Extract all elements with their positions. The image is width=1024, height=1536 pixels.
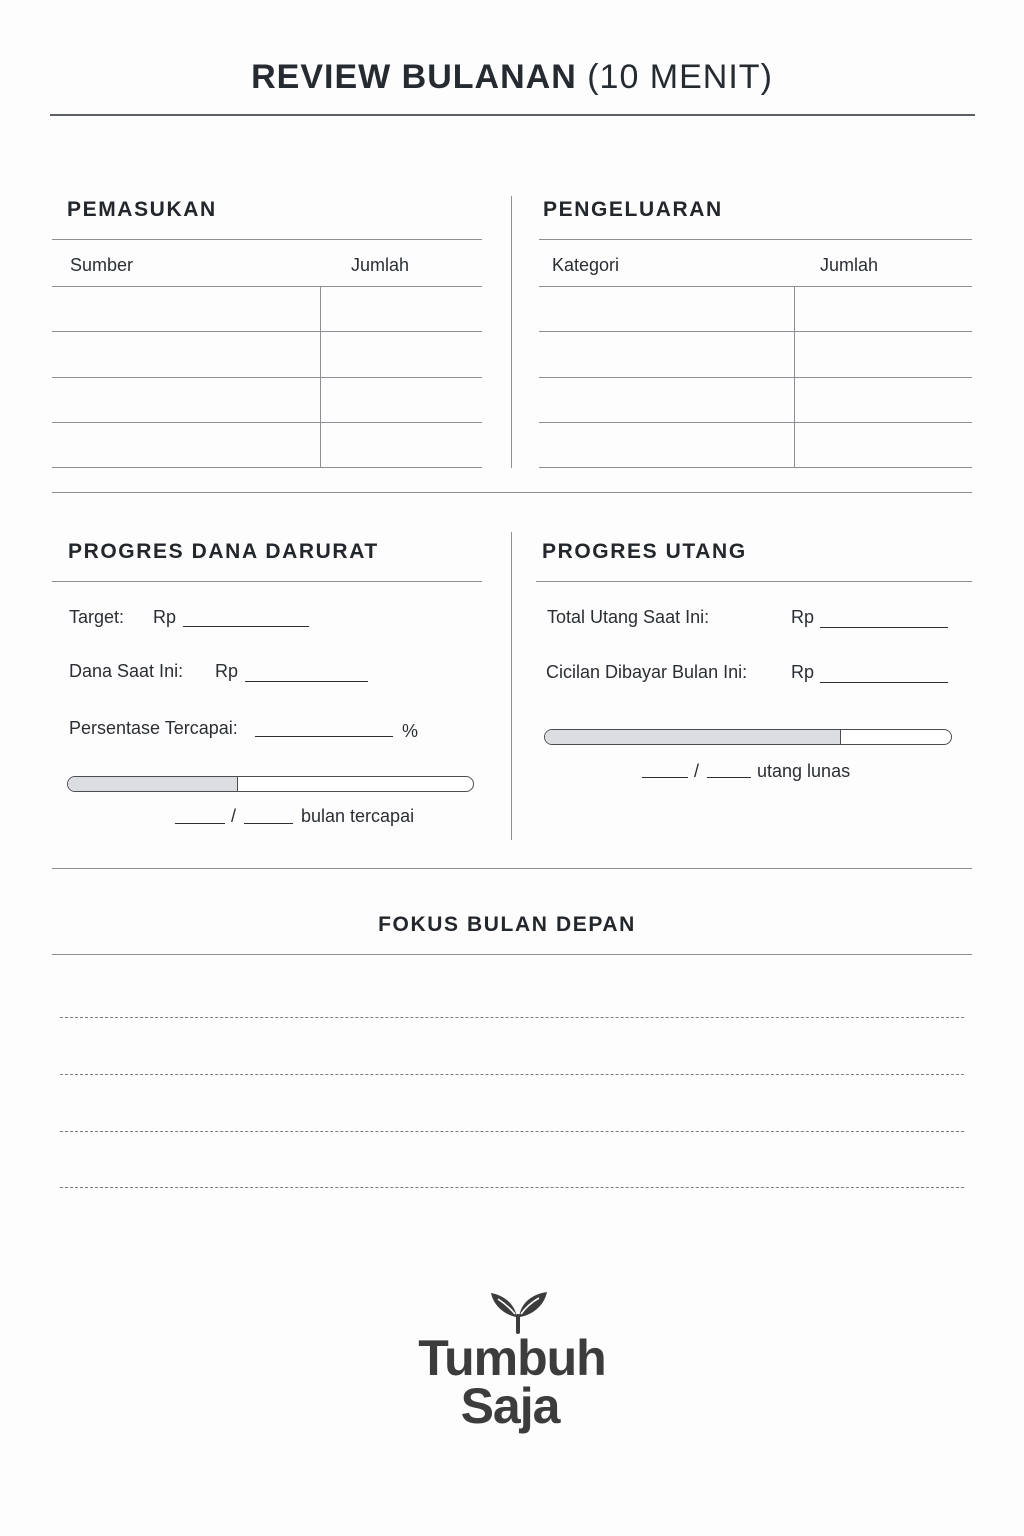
income-row-1-source-field[interactable] (52, 287, 320, 331)
ef-target-label: Target: (69, 607, 125, 627)
focus-title-rule (52, 954, 972, 955)
title-divider (50, 114, 975, 116)
expense-row-3-category-field[interactable] (539, 378, 794, 422)
ef-progress-fill (68, 777, 238, 791)
income-row-2-source-field[interactable] (52, 332, 320, 376)
income-row-1-amount-field[interactable] (322, 287, 482, 331)
section-divider-vertical (511, 532, 512, 840)
debt-count-separator: / (694, 761, 700, 781)
ef-months-done-field[interactable] (175, 823, 225, 824)
debt-total-count-field[interactable] (707, 777, 751, 778)
income-title-rule (52, 239, 482, 240)
focus-line-3-field[interactable] (60, 1104, 964, 1132)
ef-target-field[interactable] (183, 626, 309, 627)
expense-row-4-category-field[interactable] (539, 423, 794, 467)
debt-total-currency: Rp (791, 607, 815, 627)
debt-paid-currency: Rp (791, 662, 815, 682)
debt-total-label: Total Utang Saat Ini: (547, 607, 710, 627)
expense-title-rule (539, 239, 972, 240)
ef-current-field[interactable] (245, 681, 368, 682)
expense-row-1-category-field[interactable] (539, 287, 794, 331)
ef-percent-field[interactable] (255, 736, 393, 737)
section-divider-horizontal (52, 492, 972, 493)
ef-months-total-field[interactable] (244, 823, 293, 824)
debt-paid-label: Cicilan Dibayar Bulan Ini: (546, 662, 748, 682)
focus-line-rule (60, 1017, 964, 1018)
ef-months-label: bulan tercapai (301, 806, 415, 826)
expense-col-category: Kategori (552, 255, 620, 275)
focus-line-2-field[interactable] (60, 1047, 964, 1075)
debt-title-rule (536, 581, 972, 582)
expense-row-2-amount-field[interactable] (796, 332, 972, 376)
ef-current-currency: Rp (215, 661, 239, 681)
brand-name-line1: Tumbuh (418, 1330, 606, 1386)
debt-total-field[interactable] (820, 627, 948, 628)
page-title (0, 58, 1024, 97)
income-row-3-source-field[interactable] (52, 378, 320, 422)
focus-line-rule (60, 1074, 964, 1075)
expense-row-1-amount-field[interactable] (796, 287, 972, 331)
ef-current-label: Dana Saat Ini: (69, 661, 184, 681)
income-row-4-amount-field[interactable] (322, 423, 482, 467)
income-row-rule (52, 467, 482, 468)
debt-count-label: utang lunas (757, 761, 851, 781)
income-row-4-source-field[interactable] (52, 423, 320, 467)
focus-line-1-field[interactable] (60, 990, 964, 1018)
brand-name-line2: Saja (460, 1378, 560, 1434)
income-section-title: PEMASUKAN (67, 198, 217, 221)
ef-months-separator: / (231, 806, 237, 826)
expense-row-rule (539, 467, 972, 468)
debt-paid-field[interactable] (820, 682, 948, 683)
page-title-duration: (10 MENIT) (587, 58, 773, 96)
debt-progress-fill (545, 730, 841, 744)
section-divider-vertical (511, 196, 512, 468)
page-title-main: REVIEW BULANAN (251, 58, 577, 96)
debt-section-title: PROGRES UTANG (542, 540, 747, 563)
expense-row-2-category-field[interactable] (539, 332, 794, 376)
ef-percent-label: Persentase Tercapai: (69, 718, 238, 738)
emergency-fund-title-rule (52, 581, 482, 582)
expense-row-3-amount-field[interactable] (796, 378, 972, 422)
debt-paid-count-field[interactable] (642, 777, 688, 778)
expense-row-4-amount-field[interactable] (796, 423, 972, 467)
income-row-3-amount-field[interactable] (322, 378, 482, 422)
sprout-icon (488, 1290, 550, 1334)
income-row-2-amount-field[interactable] (322, 332, 482, 376)
focus-line-rule (60, 1187, 964, 1188)
debt-progress-bar (544, 729, 952, 745)
focus-line-4-field[interactable] (60, 1160, 964, 1188)
expense-col-amount: Jumlah (820, 255, 879, 275)
ef-progress-bar (67, 776, 474, 792)
expense-section-title: PENGELUARAN (543, 198, 723, 221)
income-col-amount: Jumlah (351, 255, 410, 275)
brand-logo (0, 1290, 1024, 1434)
emergency-fund-section-title: PROGRES DANA DARURAT (68, 540, 379, 563)
ef-target-currency: Rp (153, 607, 177, 627)
ef-percent-unit: % (402, 721, 419, 741)
focus-section-title: FOKUS BULAN DEPAN (378, 913, 636, 936)
focus-top-rule (52, 868, 972, 869)
focus-line-rule (60, 1131, 964, 1132)
income-col-source: Sumber (70, 255, 134, 275)
